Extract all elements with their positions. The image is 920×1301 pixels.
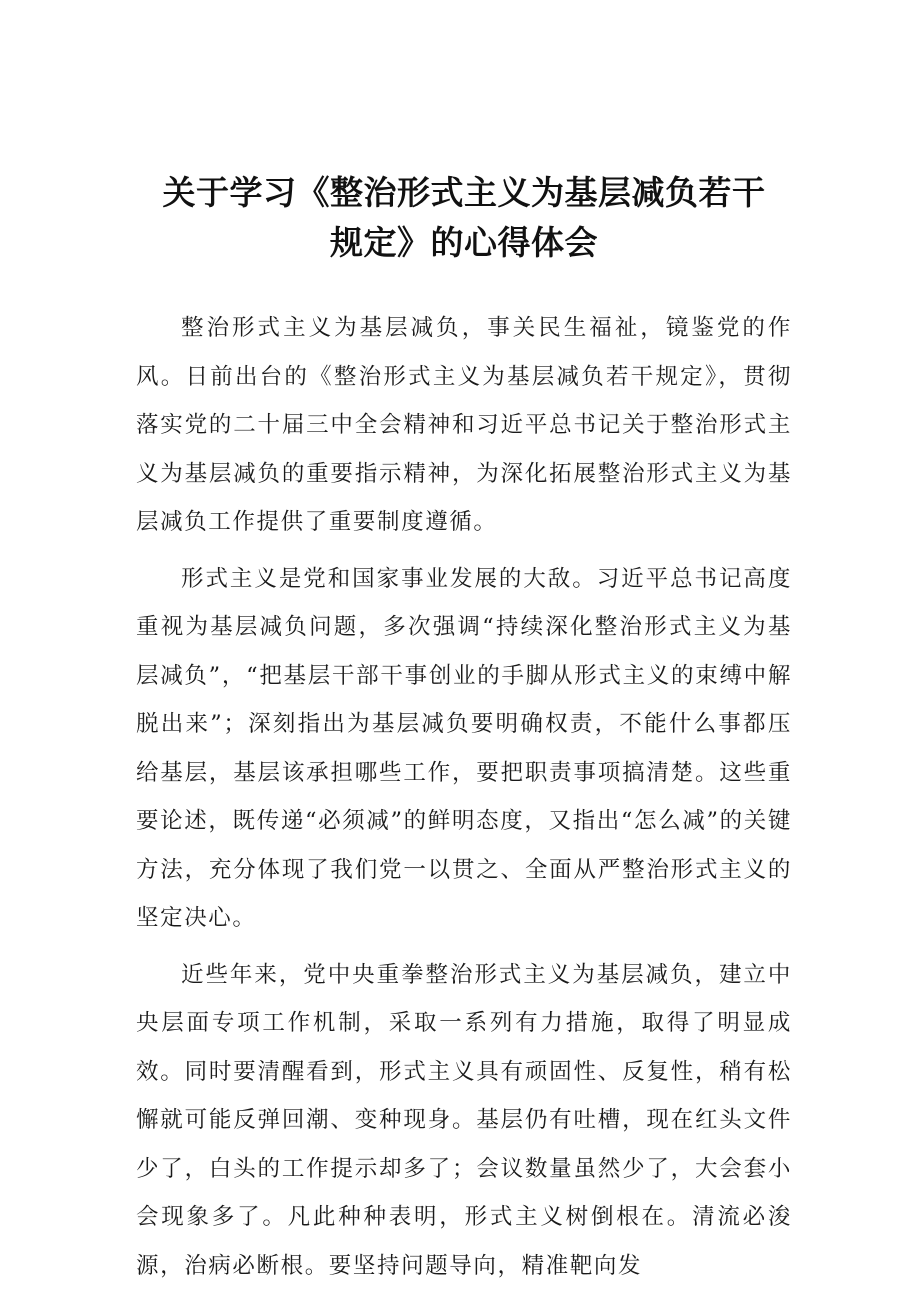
title-line-2: 规定》的心得体会 [330,223,598,262]
document-title [136,168,792,268]
title-line-1: 关于学习《整治形式主义为基层减负若干 [162,173,766,212]
paragraph-3: 近些年来，党中央重拳整治形式主义为基层减负，建立中央层面专项工作机制，采取一系列有力措施，取得了明显成效。同时要清醒看到，形式主义具有顽固性、反复性，稍有松懈就可能反弹回潮、变种现身。基层仍有吐槽，现在红头文件少了，白头的工作提示却多了；会议数量虽然少了，大会套小会现象多了。凡此种种表明，形式主义树倒根在。清流必浚源，治病必断根。要坚持问题导向，精准靶向发 [136,961,792,1279]
document-body [136,304,792,1290]
paragraph-2: 形式主义是党和国家事业发展的大敌。习近平总书记高度重视为基层减负问题，多次强调“持续深化整治形式主义为基层减负”，“把基层干部干事创业的手脚从形式主义的束缚中解脱出来”；深刻指出为基层减负要明确权责，不能什么事都压给基层，基层该承担哪些工作，要把职责事项搞清楚。这些重要论述，既传递“必须减”的鲜明态度，又指出“怎么减”的关键方法，充分体现了我们党一以贯之、全面从严整治形式主义的坚定决心。 [136,565,792,931]
paragraph-1: 整治形式主义为基层减负，事关民生福祉，镜鉴党的作风。日前出台的《整治形式主义为基层减负若干规定》，贯彻落实党的二十届三中全会精神和习近平总书记关于整治形式主义为基层减负的重要指示精神，为深化拓展整治形式主义为基层减负工作提供了重要制度遵循。 [136,315,792,535]
